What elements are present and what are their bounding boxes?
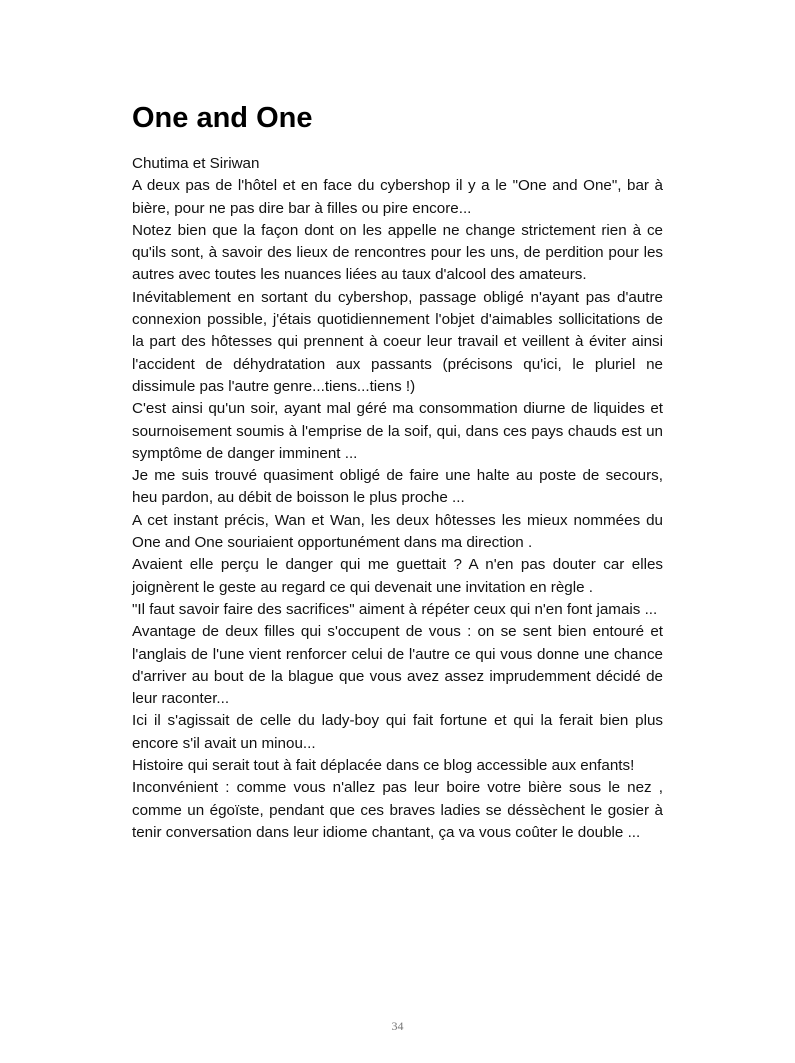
- paragraph: Je me suis trouvé quasiment obligé de faire une halte au poste de secours, heu pardon, au débit de boisson le plus proche ...: [132, 467, 663, 507]
- paragraph: C'est ainsi qu'un soir, ayant mal géré ma consommation diurne de liquides et sournoisement soumis à l'emprise de la soif, qui, dans ces pays chauds est un symptôme de danger imminent ...: [132, 400, 663, 462]
- paragraph: A cet instant précis, Wan et Wan, les deux hôtesses les mieux nommées du One and One souriaient opportunément dans ma direction .: [132, 511, 663, 552]
- paragraph: Notez bien que la façon dont on les appelle ne change strictement rien à ce qu'ils sont, à savoir des lieux de rencontres pour les uns, de perdition pour les autres avec toutes les nuances liées au taux d'alcool des amateurs.: [132, 221, 663, 284]
- paragraph: Ici il s'agissait de celle du lady-boy qui fait fortune et qui la ferait bien plus encore s'il avait un minou...: [132, 712, 663, 752]
- paragraph: Avantage de deux filles qui s'occupent de vous : on se sent bien entouré et l'anglais de l'une vient renforcer celui de l'autre ce qui vous donne une chance d'arriver au bout de la blague que vous avez assez imprudemment décidé de leur raconter...: [132, 623, 663, 708]
- page-title: One and One: [132, 102, 313, 134]
- page-number: 34: [391, 1019, 404, 1033]
- paragraph-subtitle: Chutima et Siriwan: [132, 155, 260, 172]
- paragraph: Inévitablement en sortant du cybershop, passage obligé n'ayant pas d'autre connexion possible, j'étais quotidiennement l'objet d'aimables sollicitations de la part des hôtesses qui prennent à coeur leur travail et veillent à éviter ainsi l'accident de déhydratation aux passants (précisons qu'ici, le pluriel ne dissimule pas l'autre genre...tiens...tiens !): [132, 288, 663, 395]
- paragraph: Avaient elle perçu le danger qui me guettait ? A n'en pas douter car elles joignèrent le geste au regard ce qui devenait une invitation en règle .: [132, 556, 663, 596]
- paragraph: "Il faut savoir faire des sacrifices" aiment à répéter ceux qui n'en font jamais ...: [132, 600, 658, 618]
- body-text: [132, 153, 663, 844]
- paragraph: Inconvénient : comme vous n'allez pas leur boire votre bière sous le nez , comme un égoïste, pendant que ces braves ladies se déssèchent le gosier à tenir conversation dans leur idiome chantant, ça va vous coûter le double ...: [132, 779, 663, 841]
- paragraph: Histoire qui serait tout à fait déplacée dans ce blog accessible aux enfants!: [132, 757, 635, 775]
- paragraph: A deux pas de l'hôtel et en face du cybershop il y a le "One and One", bar à bière, pour ne pas dire bar à filles ou pire encore...: [132, 177, 663, 217]
